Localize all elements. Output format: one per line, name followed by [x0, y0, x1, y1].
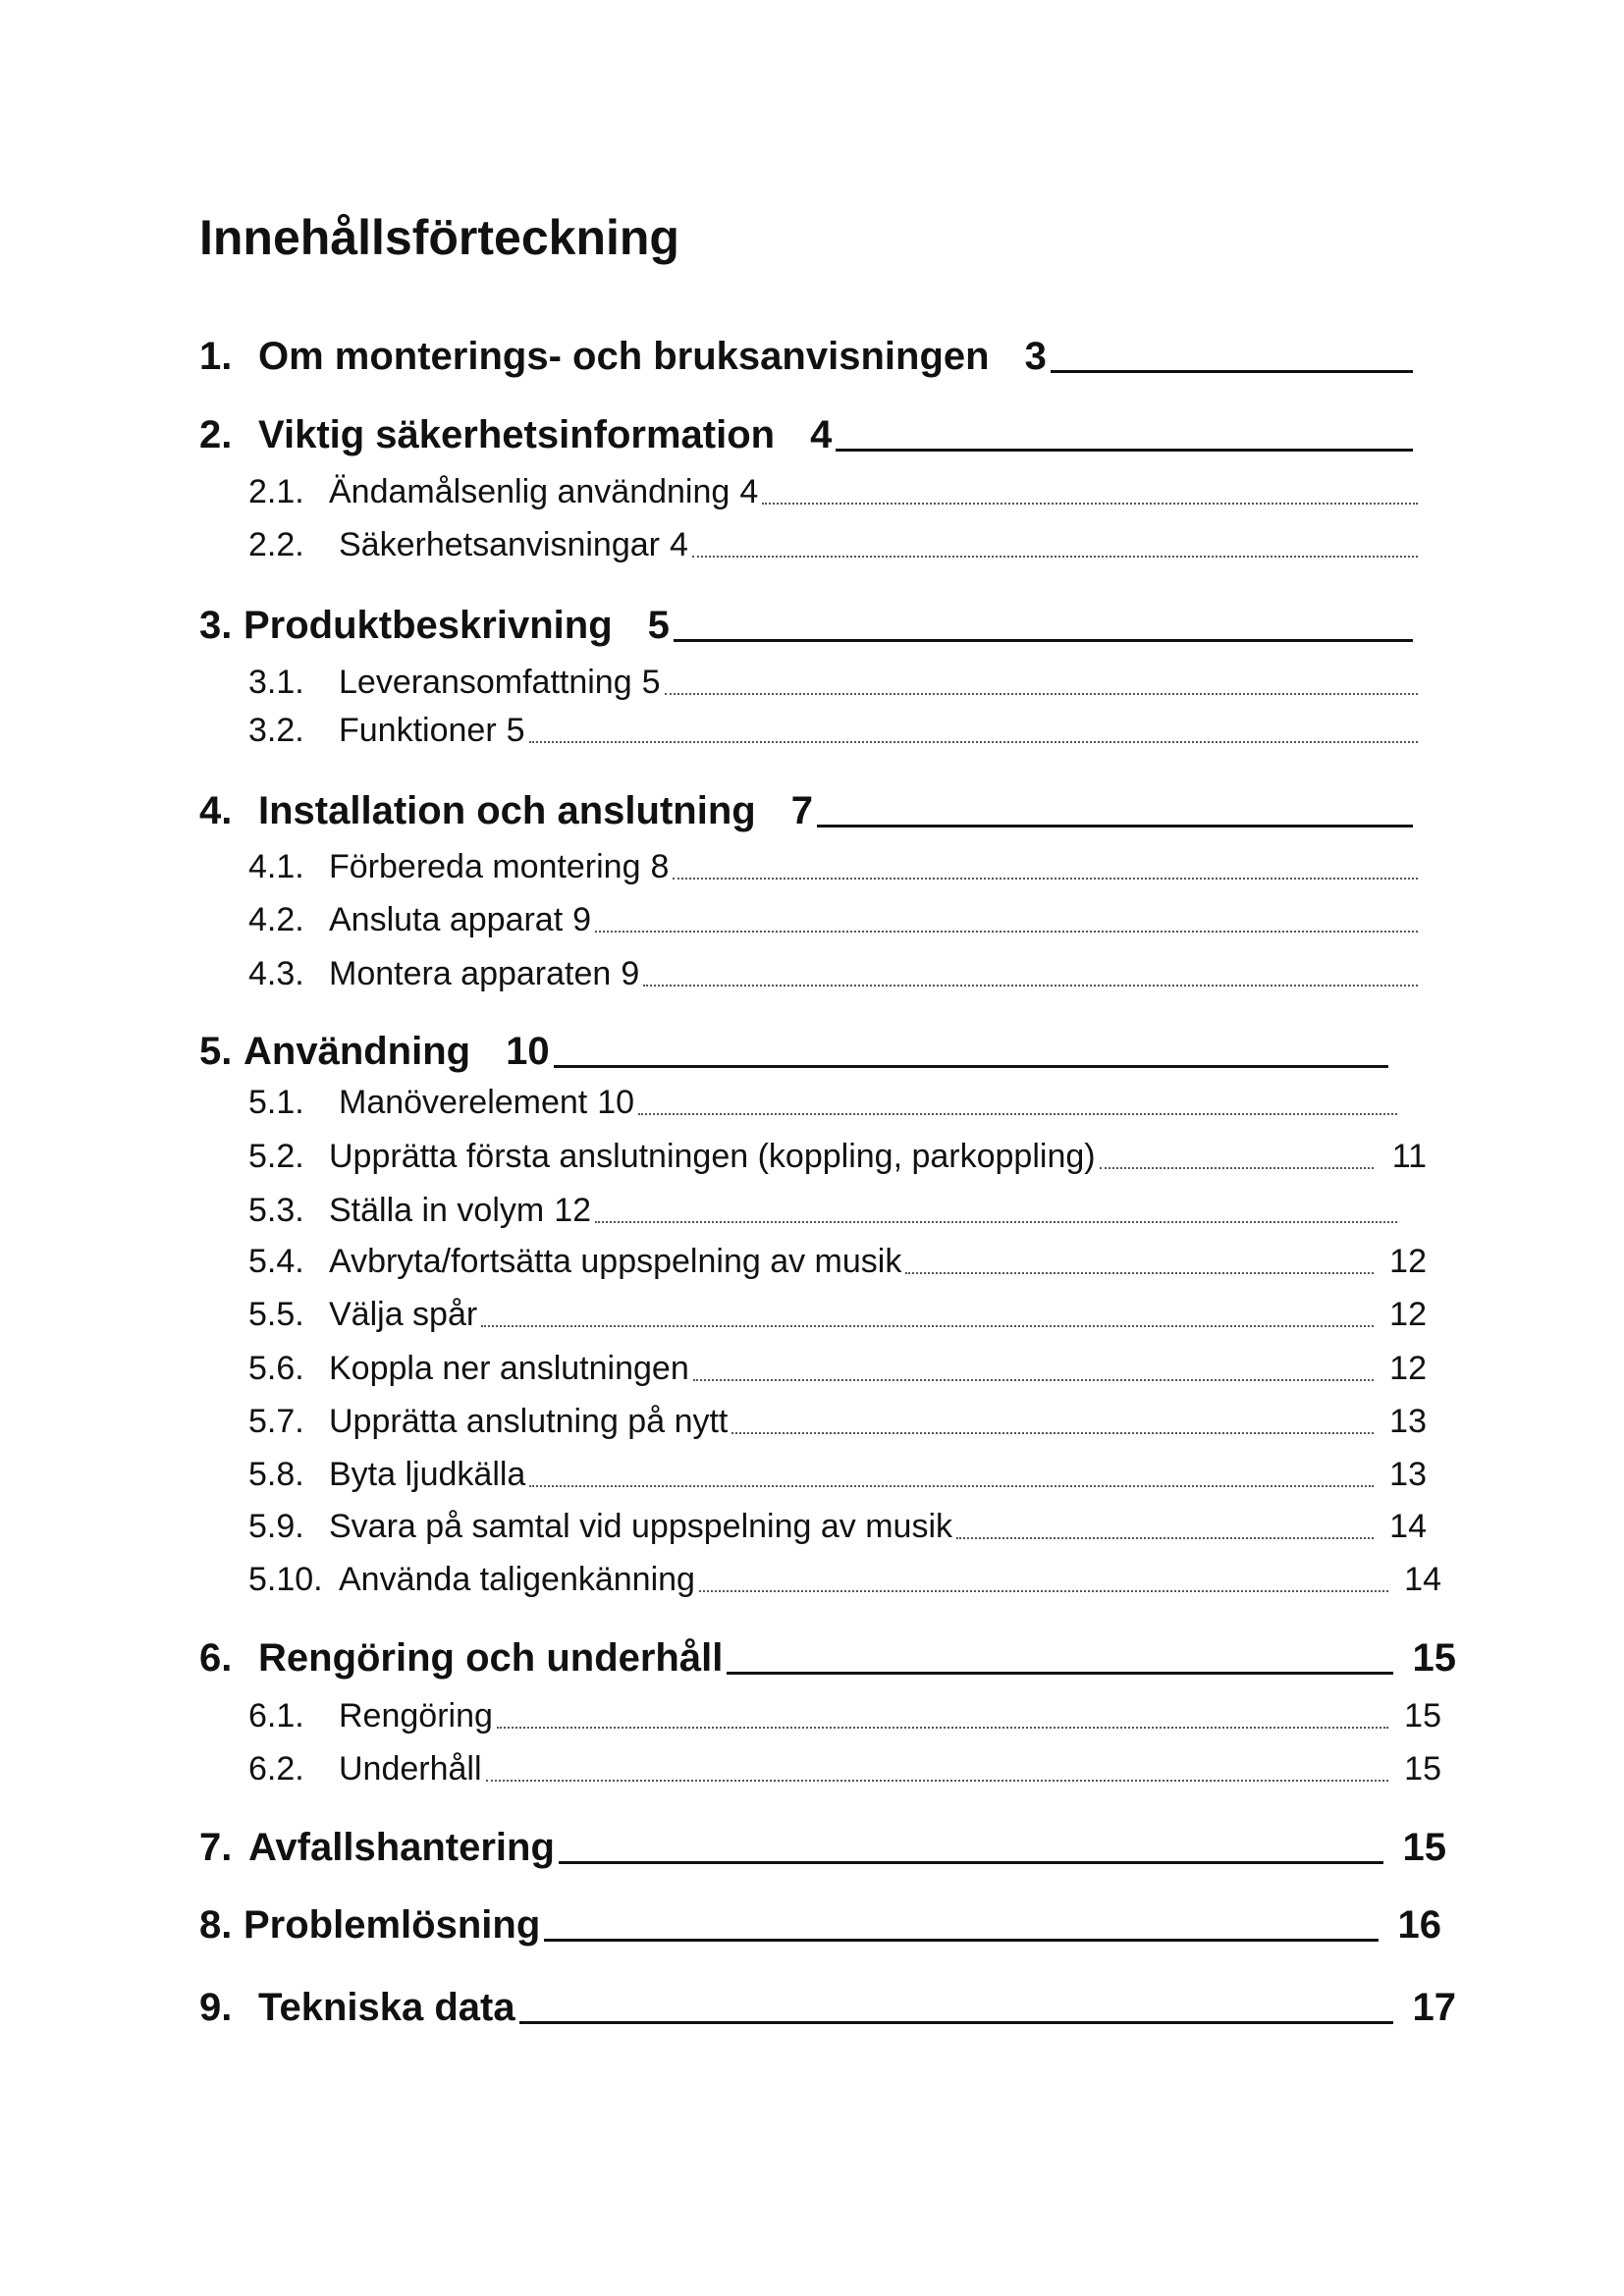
toc-entry-page: 17 — [1412, 1986, 1456, 2029]
leader-dots — [497, 1727, 1388, 1729]
toc-entry-page-inline: 5 — [641, 664, 661, 701]
toc-entry-title: Installation och anslutning — [258, 789, 756, 832]
toc-entry-5-6[interactable] — [248, 1347, 1427, 1388]
toc-entry-number: 5.9. — [248, 1508, 304, 1545]
toc-entry-title: Montera apparaten — [329, 955, 612, 992]
leader-line — [1051, 370, 1413, 373]
toc-entry-title: Välja spår — [329, 1296, 478, 1333]
toc-entry-7[interactable] — [199, 1819, 1446, 1870]
leader-dots — [673, 878, 1418, 880]
toc-entry-page-inline: 10 — [597, 1084, 635, 1121]
toc-entry-title: Ändamålsenlig användning — [329, 473, 731, 510]
toc-entry-page: 15 — [1402, 1826, 1446, 1869]
toc-entry-5-4[interactable] — [248, 1240, 1427, 1281]
toc-entry-number: 3.2. — [248, 712, 304, 749]
toc-entry-page-inline: 8 — [650, 848, 670, 885]
leader-line — [674, 639, 1413, 642]
toc-entry-4-1[interactable] — [248, 845, 1422, 886]
toc-entry-title: Underhåll — [339, 1750, 482, 1788]
toc-entry-page-inline: 10 — [506, 1030, 550, 1073]
toc-entry-3-1[interactable] — [248, 661, 1422, 702]
toc-entry-page-inline: 3 — [1024, 335, 1047, 378]
toc-entry-page: 13 — [1389, 1403, 1427, 1440]
toc-entry-number: 6. — [199, 1636, 233, 1680]
toc-entry-title: Upprätta anslutning på nytt — [329, 1403, 729, 1440]
leader-dots — [693, 1379, 1374, 1381]
toc-entry-number: 5.6. — [248, 1350, 304, 1387]
toc-entry-number: 6.1. — [248, 1697, 304, 1735]
toc-entry-number: 4. — [199, 789, 233, 832]
toc-entry-page-inline: 9 — [621, 955, 640, 992]
toc-entry-6[interactable] — [199, 1629, 1456, 1681]
toc-entry-page-inline: 4 — [669, 526, 688, 563]
toc-entry-number: 9. — [199, 1986, 233, 2029]
toc-entry-number: 6.2. — [248, 1750, 304, 1788]
toc-entry-page-inline: 7 — [790, 789, 813, 832]
toc-entry-title: Avfallshantering — [248, 1826, 555, 1869]
leader-line — [836, 449, 1413, 452]
toc-entry-page: 12 — [1389, 1243, 1427, 1280]
toc-entry-number: 5.3. — [248, 1192, 304, 1229]
toc-entry-page: 12 — [1389, 1350, 1427, 1387]
toc-entry-5-9[interactable] — [248, 1505, 1427, 1546]
toc-entry-title: Rengöring — [339, 1697, 493, 1735]
toc-entry-6-1[interactable] — [248, 1694, 1441, 1735]
toc-entry-4-3[interactable] — [248, 952, 1422, 993]
toc-entry-1[interactable] — [199, 328, 1417, 379]
toc-entry-title: Ansluta apparat — [329, 901, 564, 938]
toc-entry-4[interactable] — [199, 782, 1417, 833]
toc-entry-page: 13 — [1389, 1456, 1427, 1493]
leader-line — [559, 1861, 1383, 1864]
toc-entry-number: 5.8. — [248, 1456, 304, 1493]
toc-entry-page-inline: 4 — [810, 413, 833, 456]
toc-entry-number: 8. — [199, 1903, 233, 1947]
toc-entry-title: Upprätta första anslutningen (koppling, parkoppling) — [329, 1138, 1096, 1175]
toc-entry-title: Avbryta/fortsätta uppspelning av musik — [329, 1243, 902, 1280]
toc-entry-5-3[interactable] — [248, 1189, 1401, 1230]
toc-entry-5-10[interactable] — [248, 1558, 1441, 1599]
toc-entry-5[interactable] — [199, 1023, 1392, 1074]
toc-entry-title: Funktioner — [339, 712, 497, 749]
toc-entry-title: Viktig säkerhetsinformation — [258, 413, 776, 456]
toc-entry-6-2[interactable] — [248, 1747, 1441, 1789]
toc-entry-number: 5.10. — [248, 1561, 323, 1598]
toc-entry-page: 15 — [1412, 1636, 1456, 1680]
toc-entry-title: Byta ljudkälla — [329, 1456, 526, 1493]
toc-entry-number: 5.2. — [248, 1138, 304, 1175]
leader-dots — [595, 1221, 1397, 1223]
toc-entry-number: 5.1. — [248, 1084, 304, 1121]
toc-entry-3-2[interactable] — [248, 709, 1422, 750]
toc-entry-page-inline: 5 — [647, 604, 670, 647]
toc-entry-number: 5.7. — [248, 1403, 304, 1440]
toc-entry-5-5[interactable] — [248, 1293, 1427, 1334]
leader-dots — [643, 985, 1418, 987]
page-title: Innehållsförteckning — [199, 210, 679, 265]
toc-entry-title: Ställa in volym — [329, 1192, 545, 1229]
leader-dots — [529, 1485, 1374, 1487]
toc-entry-title: Koppla ner anslutningen — [329, 1350, 689, 1387]
toc-entry-page-inline: 9 — [572, 901, 592, 938]
toc-entry-number: 3. — [199, 604, 233, 647]
leader-dots — [481, 1325, 1374, 1327]
toc-entry-page-inline: 12 — [554, 1192, 592, 1229]
toc-entry-title: Svara på samtal vid uppspelning av musik — [329, 1508, 952, 1545]
toc-entry-title: Tekniska data — [258, 1986, 515, 2029]
toc-entry-9[interactable] — [199, 1979, 1456, 2030]
toc-entry-page: 16 — [1397, 1903, 1441, 1947]
leader-dots — [956, 1537, 1374, 1539]
toc-entry-title: Användning — [244, 1030, 471, 1073]
toc-entry-number: 4.3. — [248, 955, 304, 992]
toc-entry-number: 5.5. — [248, 1296, 304, 1333]
toc-entry-page: 15 — [1404, 1750, 1441, 1788]
toc-entry-title: Säkerhetsanvisningar — [339, 526, 660, 563]
toc-entry-number: 1. — [199, 335, 233, 378]
toc-entry-page: 12 — [1389, 1296, 1427, 1333]
toc-entry-title: Produktbeskrivning — [244, 604, 613, 647]
toc-entry-4-2[interactable] — [248, 898, 1422, 939]
toc-entry-5-2[interactable] — [248, 1135, 1427, 1176]
toc-entry-page: 11 — [1391, 1138, 1427, 1175]
toc-entry-page: 15 — [1404, 1697, 1441, 1735]
leader-line — [519, 2021, 1393, 2024]
toc-entry-page: 14 — [1389, 1508, 1427, 1545]
toc-entry-title: Rengöring och underhåll — [258, 1636, 724, 1680]
leader-dots — [1100, 1167, 1374, 1169]
toc-entry-number: 5.4. — [248, 1243, 304, 1280]
toc-entry-title: Använda taligenkänning — [339, 1561, 695, 1598]
toc-entry-number: 2.1. — [248, 473, 304, 510]
leader-dots — [762, 503, 1418, 505]
leader-dots — [699, 1590, 1388, 1592]
toc-entry-2[interactable] — [199, 406, 1417, 457]
leader-dots — [731, 1432, 1374, 1434]
toc-entry-page-inline: 4 — [739, 473, 759, 510]
leader-dots — [486, 1780, 1388, 1782]
leader-dots — [692, 556, 1418, 558]
toc-entry-number: 4.1. — [248, 848, 304, 885]
toc-entry-title: Leveransomfattning — [339, 664, 632, 701]
leader-line — [544, 1939, 1379, 1942]
leader-dots — [595, 931, 1418, 933]
leader-line — [554, 1065, 1388, 1068]
toc-entry-5-8[interactable] — [248, 1453, 1427, 1494]
toc-entry-number: 7. — [199, 1826, 233, 1869]
toc-entry-title: Problemlösning — [244, 1903, 541, 1947]
toc-entry-page-inline: 5 — [506, 712, 525, 749]
toc-entry-8[interactable] — [199, 1896, 1441, 1948]
toc-entry-number: 4.2. — [248, 901, 304, 938]
leader-dots — [905, 1272, 1374, 1274]
toc-entry-2-2[interactable] — [248, 523, 1422, 564]
toc-entry-title: Förbereda montering — [329, 848, 641, 885]
toc-entry-number: 2.2. — [248, 526, 304, 563]
leader-dots — [638, 1113, 1397, 1115]
toc-entry-number: 2. — [199, 413, 233, 456]
toc-entry-3[interactable] — [199, 597, 1417, 648]
toc-entry-number: 3.1. — [248, 664, 304, 701]
leader-dots — [529, 741, 1418, 743]
leader-line — [727, 1672, 1393, 1675]
toc-entry-title: Om monterings- och bruksanvisningen — [258, 335, 990, 378]
toc-entry-number: 5. — [199, 1030, 233, 1073]
toc-entry-2-1[interactable] — [248, 470, 1422, 511]
toc-entry-5-1[interactable] — [248, 1081, 1401, 1122]
toc-entry-5-7[interactable] — [248, 1400, 1427, 1441]
toc-entry-page: 14 — [1404, 1561, 1441, 1598]
toc-entry-title: Manöverelement — [339, 1084, 588, 1121]
leader-line — [817, 825, 1413, 828]
leader-dots — [665, 693, 1418, 695]
